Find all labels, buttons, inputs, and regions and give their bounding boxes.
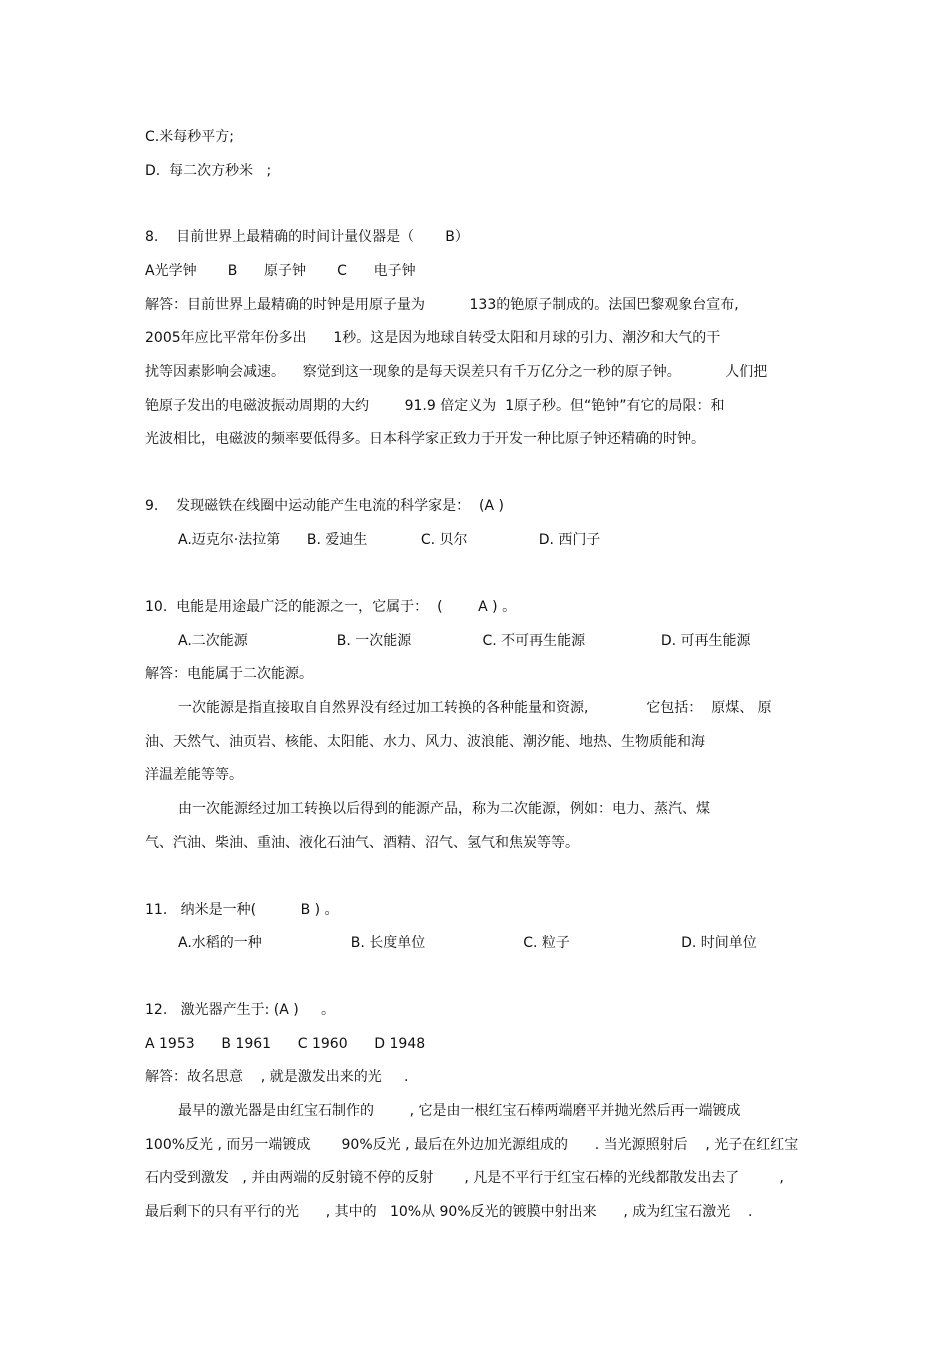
option-c-line: C.米每秒平方;: [145, 129, 234, 145]
answer-10-line-2: 一次能源是指直接取自自然界没有经过加工转换的各种能量和资源, 它包括： 原煤、 原: [178, 700, 772, 716]
answer-12-line-2: 最早的激光器是由红宝石制作的 , 它是由一根红宝石棒两端磨平并抛光然后再一端镀成: [178, 1103, 741, 1119]
answer-10-line-6: 气、汽油、柴油、重油、液化石油气、酒精、沼气、氢气和焦炭等等。: [145, 835, 579, 851]
question-11-options: A.水稻的一种 B. 长度单位 C. 粒子 D. 时间单位: [178, 935, 757, 951]
question-12-options: A 1953 B 1961 C 1960 D 1948: [145, 1036, 426, 1052]
answer-8-line-4: 铯原子发出的电磁波振动周期的大约 91.9 倍定义为 1原子秒。但“铯钟”有它的局限：和: [145, 398, 725, 414]
answer-8-line-3: 扰等因素影响会减速。 察觉到这一现象的是每天误差只有千万亿分之一秒的原子钟。 人们把: [145, 364, 768, 380]
answer-8-line-2: 2005年应比平常年份多出 1秒。这是因为地球自转受太阳和月球的引力、潮汐和大气的干: [145, 330, 721, 346]
answer-12-line-3: 100%反光 , 而另一端镀成 90%反光 , 最后在外边加光源组成的 . 当光源照射后 , 光子在红红宝: [145, 1137, 799, 1153]
answer-12-line-1: 解答：故名思意 , 就是激发出来的光 .: [145, 1069, 409, 1085]
answer-8-line-1: 解答：目前世界上最精确的时钟是用原子量为 133的铯原子制成的。法国巴黎观象台宣布,: [145, 297, 739, 313]
question-11: 11. 纳米是一种( B ) 。: [145, 902, 339, 918]
answer-12-line-5: 最后剩下的只有平行的光 , 其中的 10%从 90%反光的镀膜中射出来 , 成为红宝石激光 .: [145, 1204, 753, 1220]
question-10-options: A.二次能源 B. 一次能源 C. 不可再生能源 D. 可再生能源: [178, 633, 751, 649]
question-9-options: A.迈克尔·法拉第 B. 爱迪生 C. 贝尔 D. 西门子: [178, 532, 601, 548]
option-d-line: D. 每二次方秒米 ;: [145, 163, 272, 179]
question-8: 8. 目前世界上最精确的时间计量仪器是（ B）: [145, 229, 469, 245]
question-9: 9. 发现磁铁在线圈中运动能产生电流的科学家是： (A ): [145, 498, 505, 514]
answer-10-line-4: 洋温差能等等。: [145, 767, 243, 783]
answer-10-line-5: 由一次能源经过加工转换以后得到的能源产品，称为二次能源，例如：电力、蒸汽、煤: [178, 801, 710, 817]
question-8-options: A光学钟 B 原子钟 C 电子钟: [145, 263, 416, 279]
question-12: 12. 激光器产生于: (A ) 。: [145, 1002, 335, 1018]
answer-12-line-4: 石内受到激发 , 并由两端的反射镜不停的反射 , 凡是不平行于红宝石棒的光线都散发出去了 ,: [145, 1170, 784, 1186]
answer-10-line-1: 解答：电能属于二次能源。: [145, 666, 313, 682]
answer-8-line-5: 光波相比，电磁波的频率要低得多。日本科学家正致力于开发一种比原子钟还精确的时钟。: [145, 431, 705, 447]
answer-10-line-3: 油、天然气、油页岩、核能、太阳能、水力、风力、波浪能、潮汐能、地热、生物质能和海: [145, 734, 705, 750]
question-10: 10. 电能是用途最广泛的能源之一，它属于： ( A ) 。: [145, 599, 517, 615]
